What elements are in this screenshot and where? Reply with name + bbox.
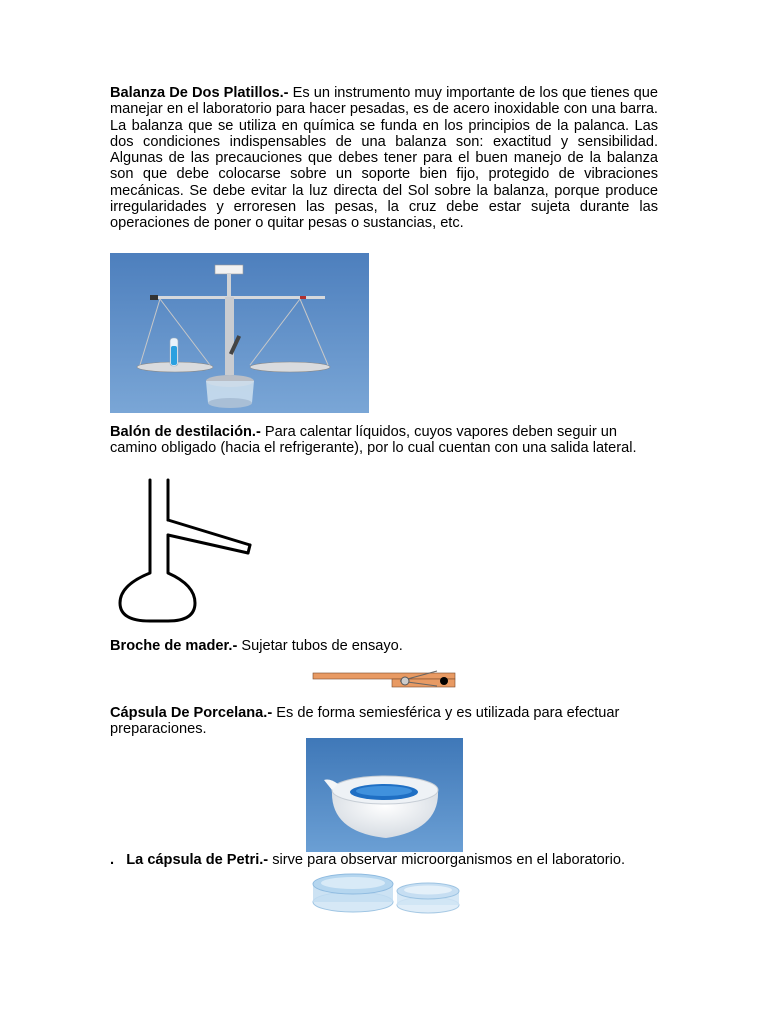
petri-title: La cápsula de Petri.- — [126, 852, 269, 868]
wooden-clamp-drawing — [312, 668, 457, 690]
petri-dishes-photo — [310, 868, 462, 918]
balance-photo — [110, 253, 369, 413]
capsula-porcelana-text: Es de forma semiesférica y es utilizada para efectuar preparaciones. — [110, 705, 620, 738]
broche-paragraph — [110, 638, 658, 654]
porcelain-capsule-photo — [306, 738, 463, 852]
broche-title: Broche de mader.- — [110, 638, 238, 654]
capsula-porcelana-title: Cápsula De Porcelana.- — [110, 705, 273, 721]
broche-text: Sujetar tubos de ensayo. — [241, 638, 403, 654]
petri-prefix: . — [110, 852, 115, 868]
balanza-paragraph — [110, 85, 658, 232]
balon-text: Para calentar líquidos, cuyos vapores deben seguir un camino obligado (hacia el refrigerante), por lo cual cuentan con una salida lateral. — [110, 424, 637, 457]
distillation-flask-drawing — [110, 475, 260, 625]
petri-paragraph — [110, 852, 690, 868]
capsula-porcelana-paragraph — [110, 705, 658, 738]
balon-paragraph — [110, 424, 658, 457]
balanza-title: Balanza De Dos Platillos.- — [110, 85, 289, 101]
balon-title: Balón de destilación.- — [110, 424, 261, 440]
petri-text: sirve para observar microorganismos en el laboratorio. — [272, 852, 626, 868]
balanza-text: Es un instrumento muy importante de los que tienes que manejar en el laboratorio para hacer pesadas, es de acero inoxidable con una barra. La balanza que se utiliza en química se funda en los principios de la palanca. Las dos condiciones indispensables de una balanza son: exactitud y sensibilidad. Algunas de las precauciones que debes tener para el buen manejo de la balanza son que debe colocarse sobre un soporte bien fijo, protegido de vibraciones mecánicas. Se debe evitar la luz directa del Sol sobre la balanza, porque produce irregularidades y erroresen las pesas, la cruz debe estar sujeta durante las operaciones de poner o quitar pesas o sustancias, etc. — [110, 85, 658, 232]
